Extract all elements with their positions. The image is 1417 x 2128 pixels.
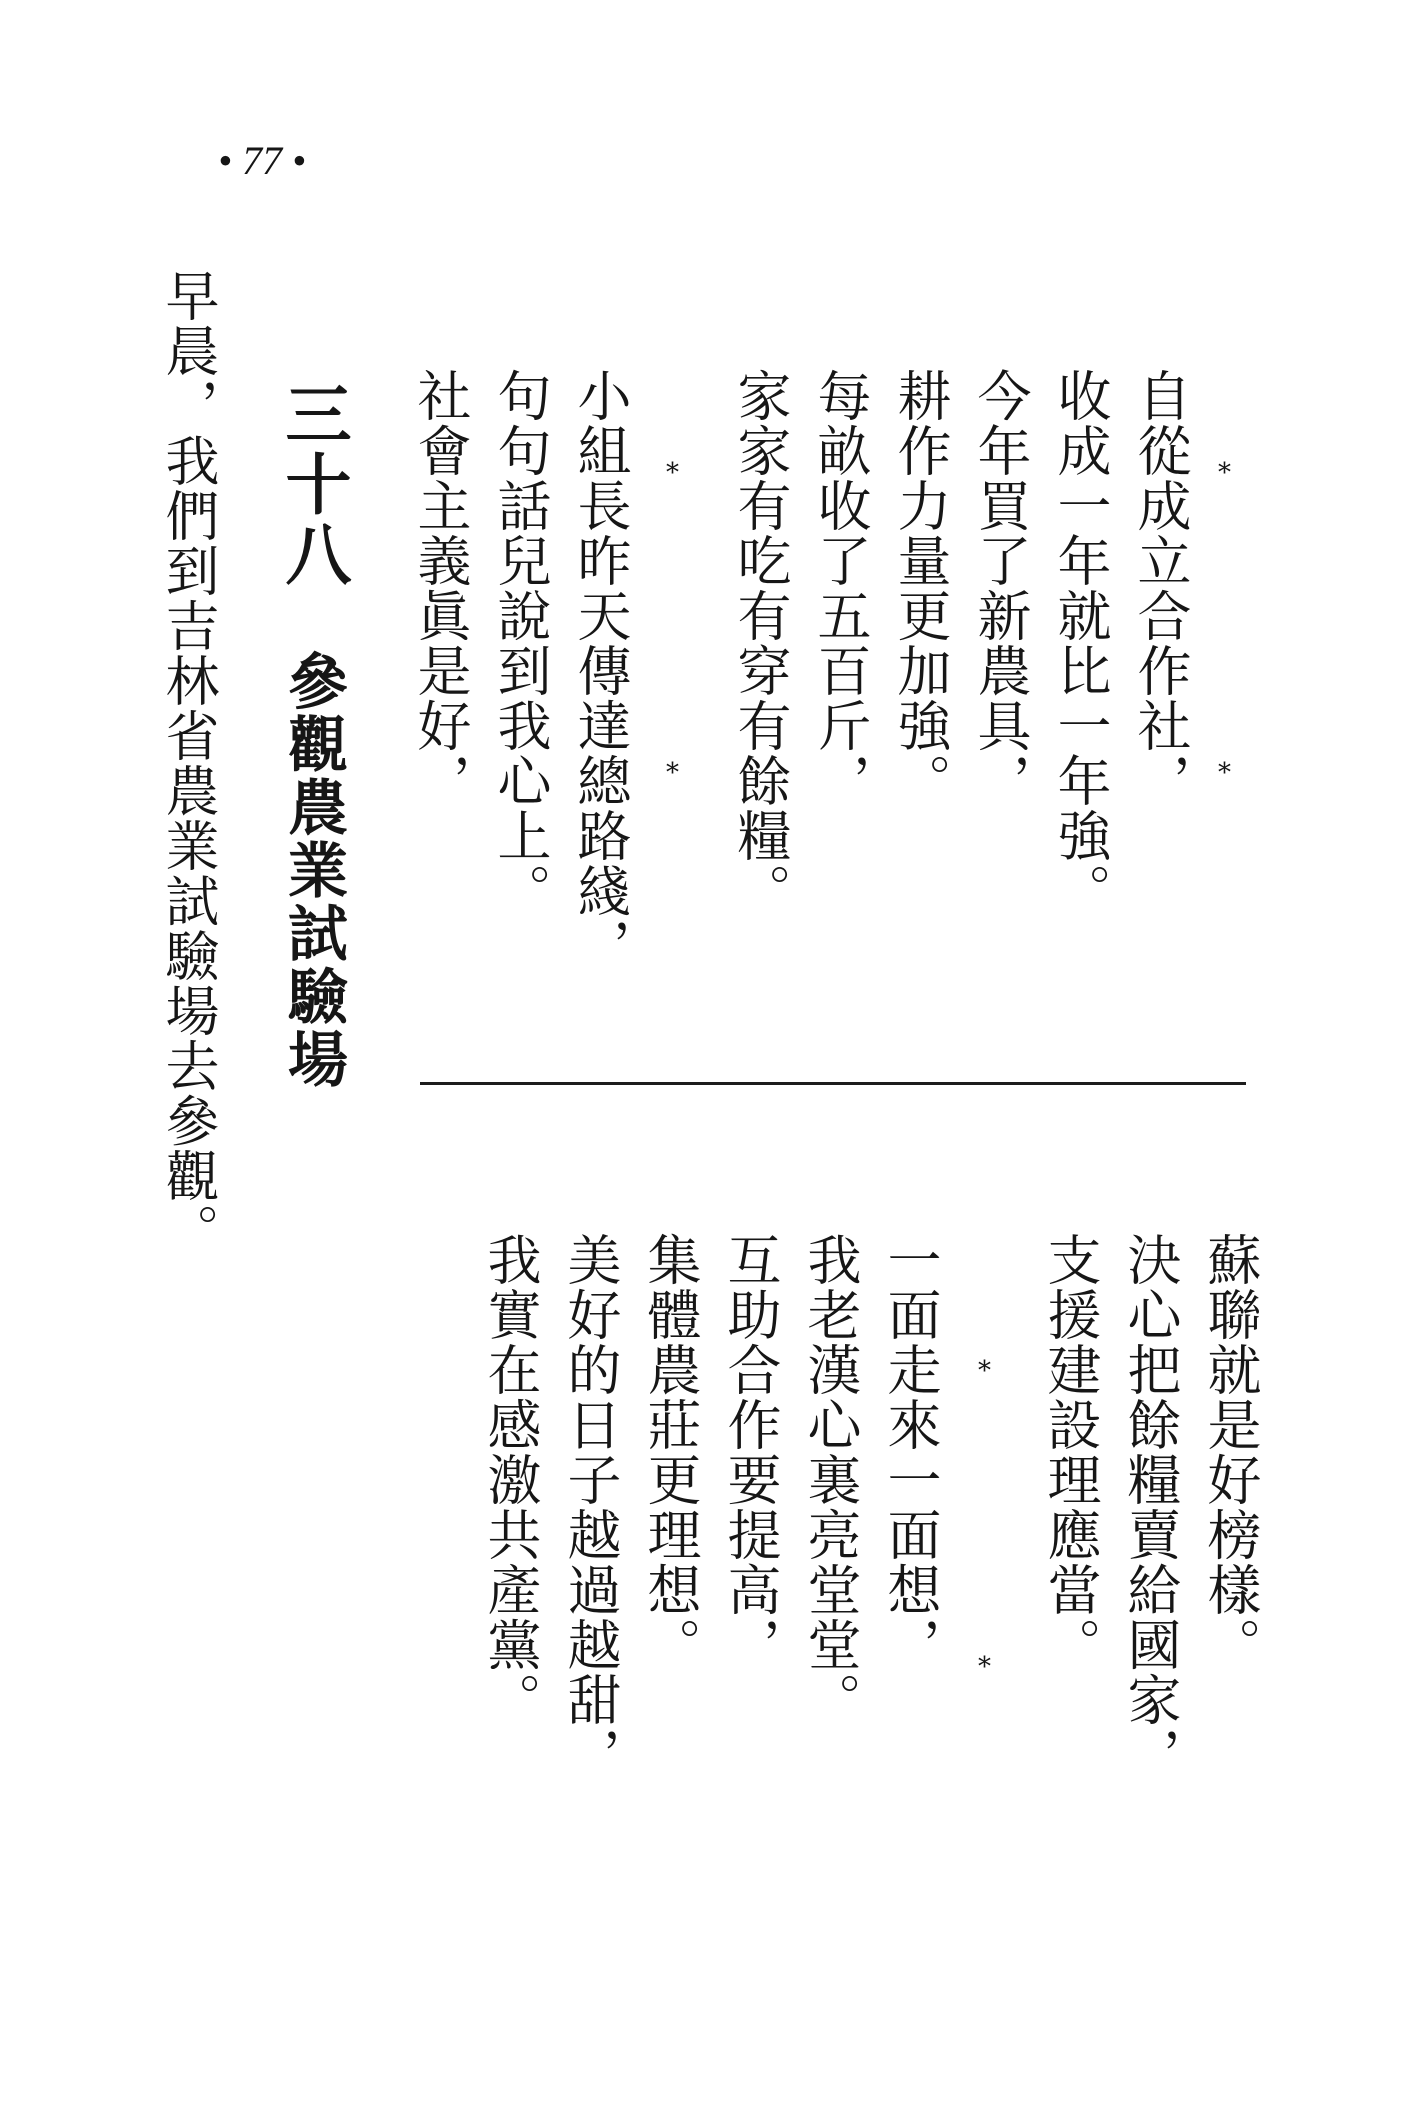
poem-line: 自從成立合作社， (1129, 368, 1192, 808)
stanza-separator-mark: * (666, 758, 679, 788)
poem-line: 社會主義眞是好， (409, 368, 472, 808)
horizontal-divider (420, 1082, 1246, 1085)
poem-line: 耕作力量更加強。 (889, 368, 952, 808)
body-paragraph: 早晨，我們到吉林省農業試驗場去參觀。 (157, 268, 220, 1258)
page-number: • 77 • (218, 138, 307, 183)
poem-line: 一面走來一面想， (879, 1232, 942, 1672)
stanza-separator-mark: * (1218, 758, 1231, 788)
poem-line: 今年買了新農具， (969, 368, 1032, 808)
poem-line: 句句話兒說到我心上。 (489, 368, 552, 918)
poem-line: 小組長昨天傳達總路綫， (569, 368, 632, 973)
stanza-separator-mark: * (1218, 458, 1231, 488)
poem-line: 每畝收了五百斤， (809, 368, 872, 808)
poem-line: 支援建設理應當。 (1039, 1232, 1102, 1672)
poem-line: 蘇聯就是好榜樣。 (1199, 1232, 1262, 1672)
poem-line: 決心把餘糧賣給國家， (1119, 1232, 1182, 1782)
poem-line: 我實在感激共產黨。 (479, 1232, 542, 1727)
poem-line: 集體農莊更理想。 (639, 1232, 702, 1672)
poem-line: 美好的日子越過越甜， (559, 1232, 622, 1782)
stanza-separator-mark: * (666, 458, 679, 488)
section-number: 三十八 (274, 380, 352, 590)
poem-line: 互助合作要提高， (719, 1232, 782, 1672)
stanza-separator-mark: * (978, 1652, 991, 1682)
section-title: 參觀農業試驗場 (278, 650, 348, 1091)
poem-line: 家家有吃有穿有餘糧。 (729, 368, 792, 918)
stanza-separator-mark: * (978, 1356, 991, 1386)
poem-line: 我老漢心裏亮堂堂。 (799, 1232, 862, 1727)
poem-line: 收成一年就比一年強。 (1049, 368, 1112, 918)
